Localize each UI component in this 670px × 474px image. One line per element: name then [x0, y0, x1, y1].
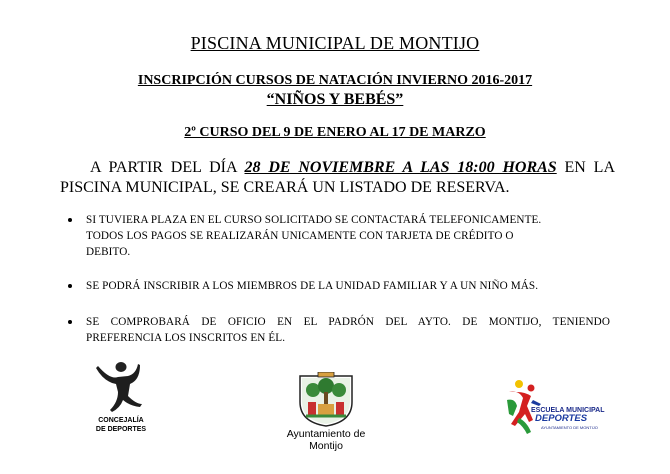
intro-date-highlight: 28 DE NOVIEMBRE A LAS 18:00 HORAS	[244, 159, 557, 176]
ayuntamiento-logo	[266, 372, 386, 462]
bullet-icon	[68, 320, 72, 324]
course-dates: 2º CURSO DEL 9 DE ENERO AL 17 DE MARZO	[184, 125, 486, 140]
concejalia-logo	[76, 360, 166, 440]
list-item	[60, 212, 610, 258]
list-item-line: SI TUVIERA PLAZA EN EL CURSO SOLICITADO SE CONTACTARÁ TELEFONICAMENTE.	[86, 214, 542, 226]
concejalia-line-1: CONCEJALÍA	[98, 417, 144, 424]
escuela-deportes-logo	[505, 378, 615, 438]
bullet-icon	[68, 218, 72, 222]
info-list	[60, 212, 610, 346]
ayuntamiento-line-1: Ayuntamiento de	[286, 428, 366, 440]
list-item-line: SE PODRÁ INSCRIBIR A LOS MIEMBROS DE LA UNIDAD FAMILIAR Y A UN NIÑO MÁS.	[86, 280, 539, 292]
page-title: PISCINA MUNICIPAL DE MONTIJO	[190, 33, 480, 53]
figure-icon	[76, 360, 166, 416]
intro-prefix: A PARTIR DEL DÍA	[90, 159, 245, 176]
course-group: “NIÑOS Y BEBÉS”	[266, 91, 404, 108]
intro-paragraph	[60, 158, 615, 198]
concejalia-line-2: DE DEPORTES	[95, 426, 147, 433]
intro-line-2: PISCINA MUNICIPAL, SE CREARÁ UN LISTADO DE RESERVA.	[60, 179, 510, 196]
ayuntamiento-line-2: Montijo	[309, 440, 343, 452]
bullet-icon	[68, 284, 72, 288]
list-item-line: TODOS LOS PAGOS SE REALIZARÁN UNICAMENTE CON TARJETA DE CRÉDITO O	[86, 230, 514, 242]
course-subtitle: INSCRIPCIÓN CURSOS DE NATACIÓN INVIERNO 2016-2017	[137, 73, 533, 88]
escuela-line-2: DEPORTES	[535, 413, 588, 424]
escuela-line-3: AYUNTAMIENTO DE MONTIJO	[541, 425, 598, 430]
intro-suffix: EN LA	[556, 159, 616, 176]
list-item-line: PREFERENCIA LOS INSCRITOS EN ÉL.	[86, 332, 286, 344]
intro-line-1	[60, 158, 615, 178]
list-item	[60, 314, 610, 346]
coat-of-arms-icon	[266, 372, 386, 428]
list-item-line: DEBITO.	[86, 246, 131, 258]
list-item-line: SE COMPROBARÁ DE OFICIO EN EL PADRÓN DEL AYTO. DE MONTIJO, TENIENDO	[86, 316, 610, 328]
list-item	[60, 278, 610, 294]
escuela-line-1: ESCUELA MUNICIPAL	[531, 407, 605, 414]
